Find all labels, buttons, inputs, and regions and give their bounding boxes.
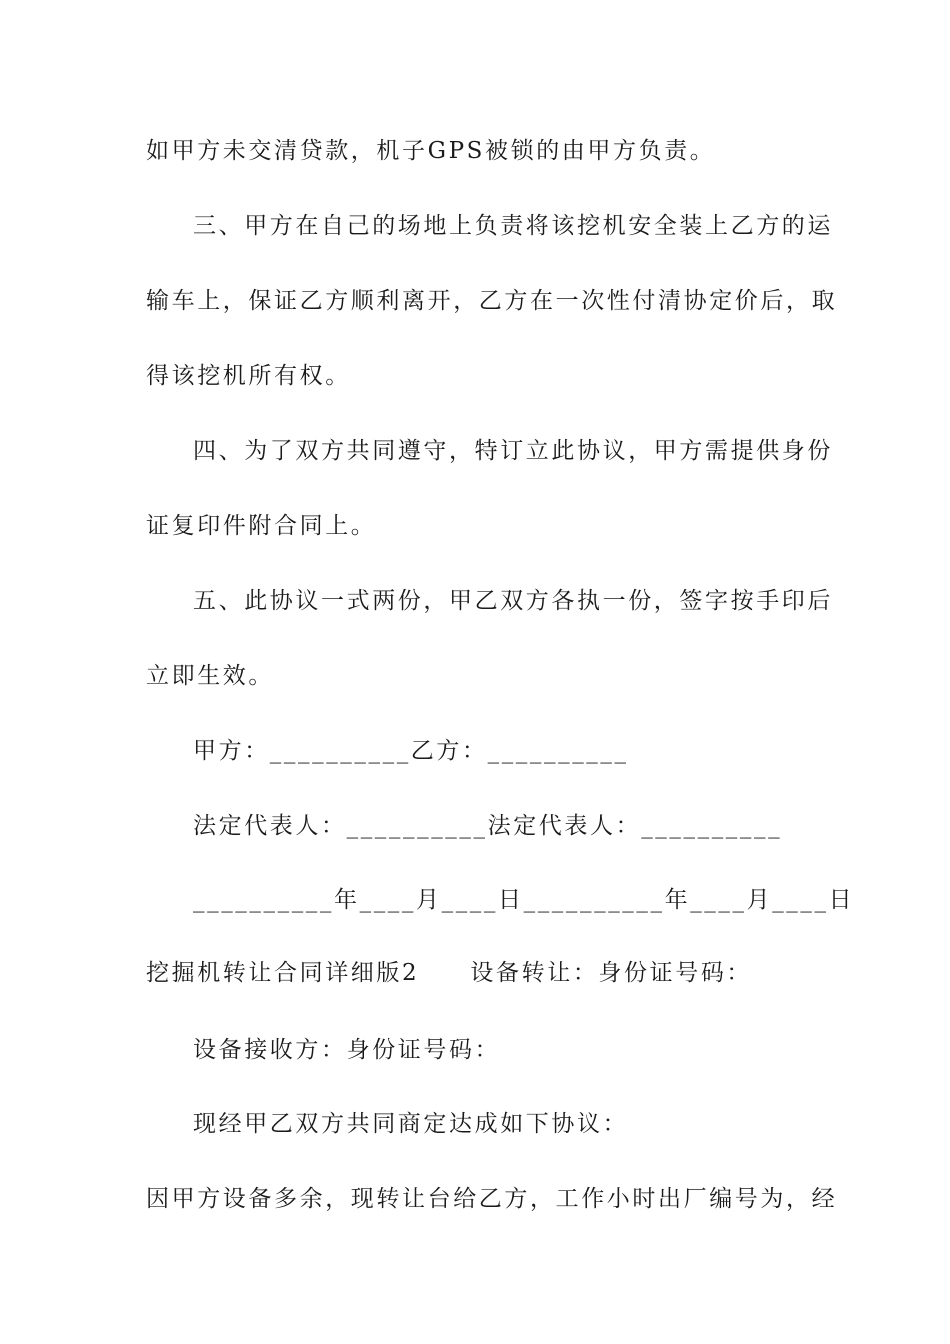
paragraph-line-clause-4-end: 证复印件附合同上。 bbox=[146, 513, 377, 539]
paragraph-line-clause-5-end: 立即生效。 bbox=[146, 663, 274, 689]
signature-line-parties: 甲方：__________乙方：__________ bbox=[193, 738, 629, 764]
signature-line-legal-representatives: 法定代表人：__________法定代表人：__________ bbox=[193, 813, 783, 839]
paragraph-line-clause-4-start: 四、为了双方共同遵守，特订立此协议，甲方需提供身份 bbox=[193, 438, 833, 464]
paragraph-line-gps-clause: 如甲方未交清贷款，机子GPS被锁的由甲方负责。 bbox=[146, 138, 716, 164]
paragraph-line-transfer-reason: 因甲方设备多余，现转让台给乙方，工作小时出厂编号为，经 bbox=[146, 1186, 838, 1212]
agreement-intro-line: 现经甲乙双方共同商定达成如下协议： bbox=[193, 1111, 629, 1137]
receiver-line: 设备接收方：身份证号码： bbox=[193, 1037, 501, 1063]
contract-title-line: 挖掘机转让合同详细版2 设备转让：身份证号码： bbox=[146, 960, 753, 986]
paragraph-line-clause-3-middle: 输车上，保证乙方顺利离开，乙方在一次性付清协定价后，取 bbox=[146, 288, 838, 314]
signature-line-dates: __________年____月____日__________年____月____日 bbox=[193, 887, 855, 913]
paragraph-line-clause-3-end: 得该挖机所有权。 bbox=[146, 363, 351, 389]
paragraph-line-clause-5-start: 五、此协议一式两份，甲乙双方各执一份，签字按手印后 bbox=[193, 588, 833, 614]
paragraph-line-clause-3-start: 三、甲方在自己的场地上负责将该挖机安全装上乙方的运 bbox=[193, 213, 833, 239]
